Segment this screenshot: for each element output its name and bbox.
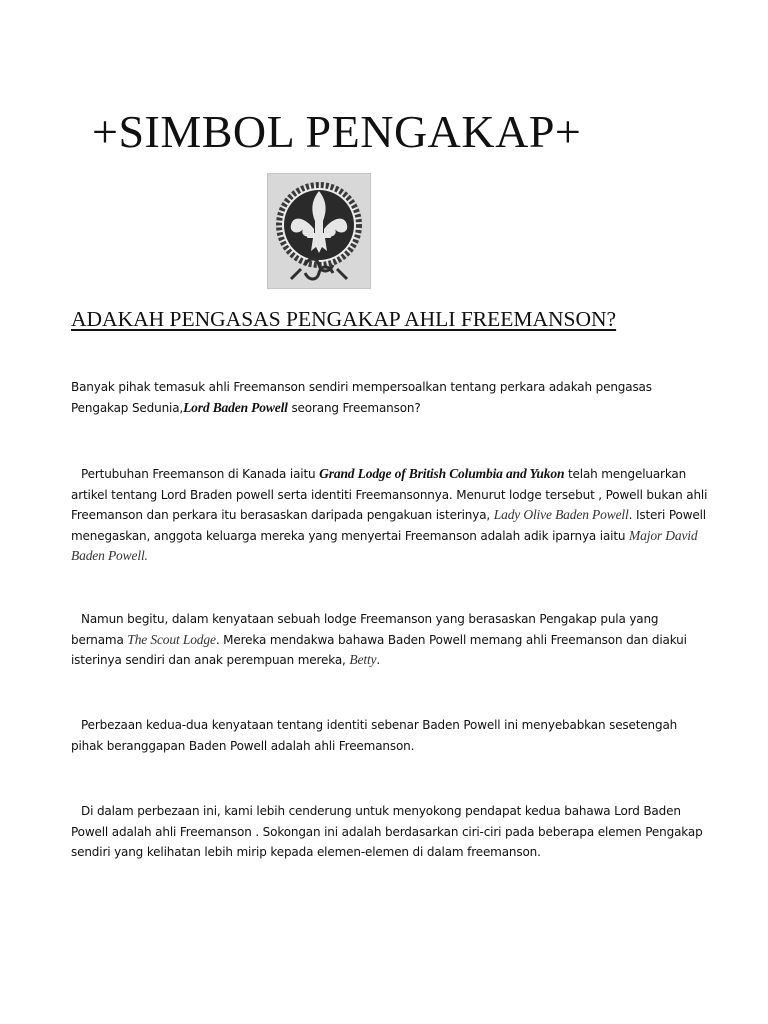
p5-text-1: Di dalam perbezaan ini, kami lebih cenderung untuk menyokong pendapat kedua bahawa Lord Baden Powell adalah ahli Freemanson . Sokongan ini adalah berdasarkan ciri-ciri pada beberapa elemen Pengakap sendiri yang kelihatan lebih mirip kepada elemen-elemen di dalam freemanson. bbox=[71, 804, 703, 859]
p2-brother: Major David Baden Powell. bbox=[71, 527, 698, 563]
page-title: +SIMBOL PENGAKAP+ bbox=[92, 106, 582, 157]
p2-wife: Lady Olive Baden Powell bbox=[493, 507, 629, 522]
p1-text-2: seorang Freemanson? bbox=[287, 400, 421, 415]
p3-lodge: The Scout Lodge bbox=[127, 631, 216, 647]
p3-text-1: Namun begitu, dalam kenyataan sebuah lodge Freemanson yang berasaskan Pengakap pula yang bernama bbox=[71, 612, 659, 647]
p2-text-2: telah mengeluarkan artikel tentang Lord Braden powell serta identiti Freemansonnya. Menurut lodge tersebut , Powell bukan ahli Freemanson dan perkara itu berasaskan daripada pengakuan isterinya, bbox=[71, 467, 708, 522]
p3-text-3: . bbox=[376, 653, 381, 667]
p2-text-1: Pertubuhan Freemanson di Kanada iaitu bbox=[81, 467, 320, 481]
paragraph-1 bbox=[71, 377, 711, 418]
p2-text-3: . Isteri Powell menegaskan, anggota keluarga mereka yang menyertai Freemanson adalah adik iparnya iaitu bbox=[71, 508, 706, 543]
p3-daughter: Betty bbox=[349, 652, 377, 667]
section-heading: ADAKAH PENGASAS PENGAKAP AHLI FREEMANSON? bbox=[71, 307, 617, 331]
paragraph-5 bbox=[71, 801, 711, 863]
paragraph-2 bbox=[71, 464, 711, 567]
p1-text-1: Banyak pihak temasuk ahli Freemanson sendiri mempersoalkan tentang perkara adakah pengasas Pengakap Sedunia, bbox=[71, 380, 652, 415]
scout-fleur-de-lis-icon bbox=[267, 173, 371, 289]
p3-text-2: . Mereka mendakwa bahawa Baden Powell memang ahli Freemanson dan diakui isterinya sendiri dan anak perempuan mereka, bbox=[71, 632, 687, 667]
p2-lodge: Grand Lodge of British Columbia and Yukon bbox=[319, 466, 565, 481]
p4-text-1: Perbezaan kedua-dua kenyataan tentang identiti sebenar Baden Powell ini menyebabkan sesetengah pihak beranggapan Baden Powell adalah ahli Freemanson. bbox=[71, 718, 678, 753]
p1-name: Lord Baden Powell bbox=[183, 399, 288, 415]
paragraph-3 bbox=[71, 609, 711, 671]
paragraph-4 bbox=[71, 715, 711, 756]
